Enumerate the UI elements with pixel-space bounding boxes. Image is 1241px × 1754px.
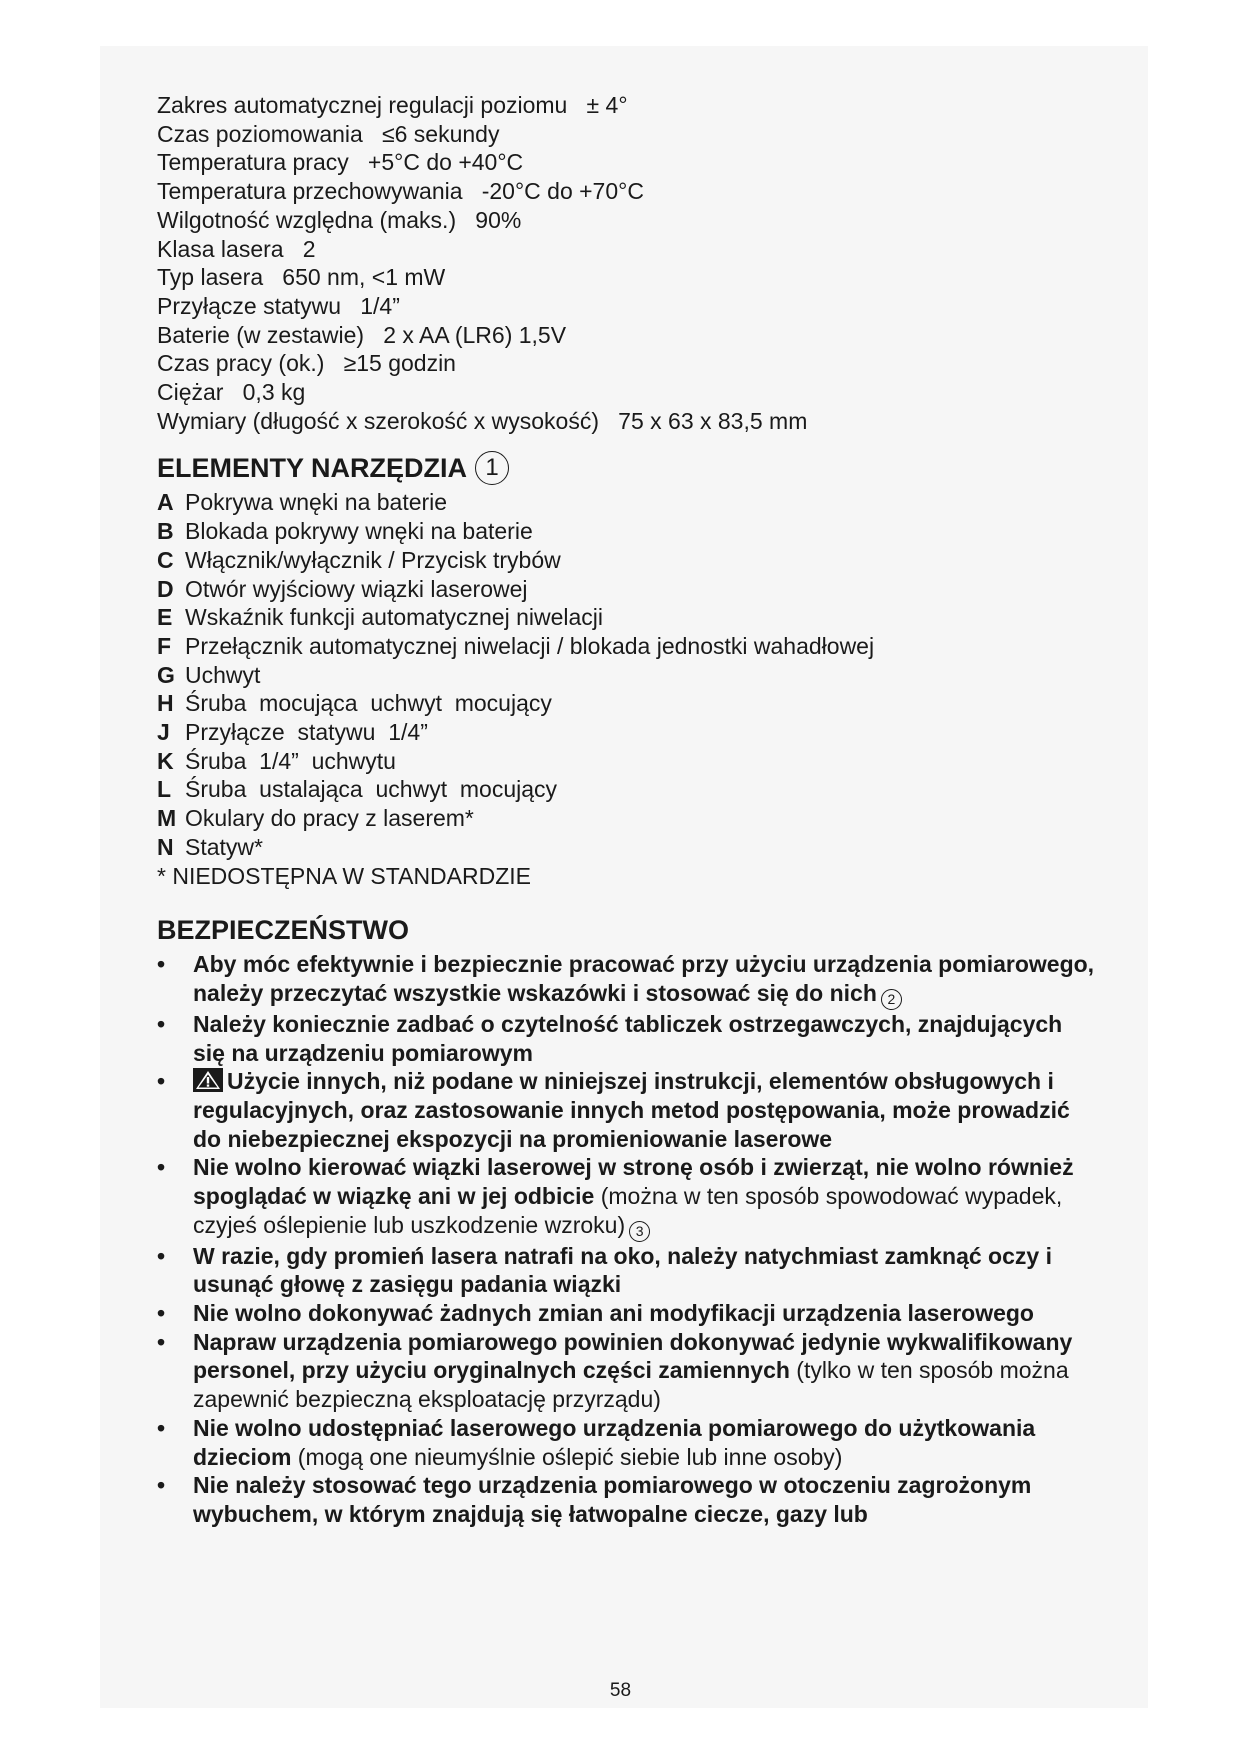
- spec-line: Zakres automatycznej regulacji poziomu ± 4°: [157, 92, 628, 118]
- bullet: •: [157, 1154, 166, 1181]
- safety-item: [157, 1414, 1097, 1471]
- figure-ref-icon: 2: [881, 989, 902, 1010]
- safety-text: Użycie innych, niż podane w niniejszej instrukcji, elementów obsługowych i regulacyjnych, oraz zastosowanie innych metod postępowania, może prowadzić do niebezpiecznej ekspozycji na promieniowanie laserowe: [193, 1068, 1070, 1152]
- spec-line: Czas pracy (ok.) ≥15 godzin: [157, 350, 456, 377]
- spec-line: Przyłącze statywu 1/4”: [157, 292, 400, 319]
- item-text: Śruba ustalająca uchwyt mocujący: [185, 776, 558, 803]
- bullet: •: [157, 1300, 166, 1326]
- bullet: •: [157, 1328, 166, 1355]
- safety-text: Należy koniecznie zadbać o czytelność tabliczek ostrzegawczych, znajdujących się na urządzeniu pomiarowym: [193, 1010, 1063, 1066]
- safety-item: [157, 1328, 1097, 1414]
- item-text: Włącznik/wyłącznik / Przycisk trybów: [185, 546, 561, 573]
- list-item: [157, 488, 1097, 517]
- figure-ref-icon: 3: [629, 1221, 650, 1242]
- item-text: Śruba 1/4” uchwytu: [185, 747, 396, 774]
- safety-text-note: (mogą one nieumyślnie oślepić siebie lub inne osoby): [291, 1443, 843, 1470]
- safety-text: Nie należy stosować tego urządzenia pomiarowego w otoczeniu zagrożonym wybuchem, w którym znajdują się łatwopalne ciecze, gazy lub: [193, 1472, 1032, 1527]
- safety-item: [157, 1242, 1097, 1299]
- safety-text-note: (tylko w ten sposób można zapewnić bezpieczną eksploatację przyrządu): [193, 1357, 1069, 1413]
- specifications-list: [157, 91, 1097, 435]
- item-text: Pokrywa wnęki na baterie: [185, 489, 448, 516]
- item-text: Przełącznik automatycznej niwelacji / blokada jednostki wahadłowej: [185, 632, 875, 659]
- item-letter: J: [157, 719, 170, 746]
- bullet: •: [157, 1472, 166, 1499]
- item-letter: M: [157, 805, 177, 832]
- list-item: [157, 747, 1097, 776]
- list-item: [157, 517, 1097, 546]
- safety-list: [157, 950, 1097, 1528]
- item-text: Statyw*: [185, 833, 263, 860]
- spec-line: Ciężar 0,3 kg: [157, 379, 306, 406]
- item-letter: E: [157, 604, 173, 631]
- item-letter: N: [157, 833, 174, 860]
- item-letter: B: [157, 518, 174, 545]
- spec-line: Czas poziomowania ≤6 sekundy: [157, 120, 500, 147]
- item-text: Otwór wyjściowy wiązki laserowej: [185, 575, 528, 602]
- spec-line: Klasa lasera 2: [157, 235, 316, 262]
- bullet: •: [157, 1010, 166, 1037]
- bullet: •: [157, 1242, 166, 1269]
- item-text: Blokada pokrywy wnęki na baterie: [185, 518, 533, 545]
- figure-ref-icon: 1: [475, 451, 509, 485]
- list-item: [157, 603, 1097, 632]
- document-body: [157, 91, 1097, 1529]
- item-text: Uchwyt: [185, 661, 261, 688]
- list-item: [157, 833, 1097, 862]
- list-item: [157, 718, 1097, 747]
- elements-heading: [157, 451, 1097, 485]
- item-text: Wskaźnik funkcji automatycznej niwelacji: [185, 604, 603, 631]
- spec-line: Wymiary (długość x szerokość x wysokość) 75 x 63 x 83,5 mm: [157, 407, 808, 434]
- page-number: 58: [609, 1680, 632, 1701]
- list-item: [157, 689, 1097, 718]
- safety-item: [157, 1153, 1097, 1241]
- safety-item: [157, 1471, 1097, 1528]
- safety-text: Nie wolno udostępniać laserowego urządzenia pomiarowego do użytkowania dzieciom: [193, 1414, 1036, 1470]
- item-letter: K: [157, 747, 174, 774]
- safety-text: Aby móc efektywnie i bezpiecznie pracować przy użyciu urządzenia pomiarowego, należy przeczytać wszystkie wskazówki i stosować się do nich: [193, 951, 1095, 1006]
- list-item: [157, 661, 1097, 690]
- safety-item: [157, 950, 1097, 1010]
- item-letter: A: [157, 489, 174, 516]
- safety-heading: BEZPIECZEŃSTWO: [157, 915, 410, 946]
- safety-text: Napraw urządzenia pomiarowego powinien dokonywać jedynie wykwalifikowany personel, przy użyciu oryginalnych części zamiennych: [193, 1328, 1073, 1384]
- list-item: [157, 775, 1097, 804]
- elements-list: [157, 488, 1097, 890]
- safety-text: Nie wolno dokonywać żadnych zmian ani modyfikacji urządzenia laserowego: [193, 1300, 1034, 1326]
- item-letter: L: [157, 776, 172, 803]
- safety-text: Nie wolno kierować wiązki laserowej w stronę osób i zwierząt, nie wolno również spoglądać w wiązkę ani w jej odbicie: [193, 1154, 1074, 1210]
- spec-line: Temperatura pracy +5°C do +40°C: [157, 149, 524, 176]
- item-letter: H: [157, 690, 174, 717]
- bullet: •: [157, 1068, 166, 1095]
- item-text: Okulary do pracy z laserem*: [185, 805, 474, 832]
- safety-item: [157, 1067, 1097, 1153]
- list-item: [157, 804, 1097, 833]
- safety-item: [157, 1010, 1097, 1067]
- spec-line: Wilgotność względna (maks.) 90%: [157, 206, 522, 233]
- safety-item: [157, 1299, 1097, 1328]
- item-text: Przyłącze statywu 1/4”: [185, 719, 428, 746]
- safety-text-note: (można w ten sposób spowodować wypadek, czyjeś oślepienie lub uszkodzenie wzroku): [193, 1183, 1063, 1238]
- spec-line: Temperatura przechowywania -20°C do +70°C: [157, 178, 644, 205]
- list-item: [157, 632, 1097, 661]
- safety-text: W razie, gdy promień lasera natrafi na oko, należy natychmiast zamknąć oczy i usunąć głowę z zasięgu padania wiązki: [193, 1242, 1052, 1298]
- spec-line: Typ lasera 650 nm, <1 mW: [157, 264, 446, 291]
- list-item: [157, 575, 1097, 604]
- item-letter: D: [157, 575, 174, 602]
- bullet: •: [157, 951, 166, 978]
- item-letter: F: [157, 632, 172, 659]
- elements-heading-text: ELEMENTY NARZĘDZIA: [157, 453, 468, 484]
- spec-line: Baterie (w zestawie) 2 x AA (LR6) 1,5V: [157, 321, 567, 348]
- availability-note: * NIEDOSTĘPNA W STANDARDZIE: [157, 862, 532, 889]
- list-item: [157, 546, 1097, 575]
- item-letter: C: [157, 546, 174, 573]
- item-letter: G: [157, 661, 175, 688]
- bullet: •: [157, 1414, 166, 1441]
- laser-warning-icon: [193, 1068, 223, 1092]
- item-text: Śruba mocująca uchwyt mocujący: [185, 690, 552, 717]
